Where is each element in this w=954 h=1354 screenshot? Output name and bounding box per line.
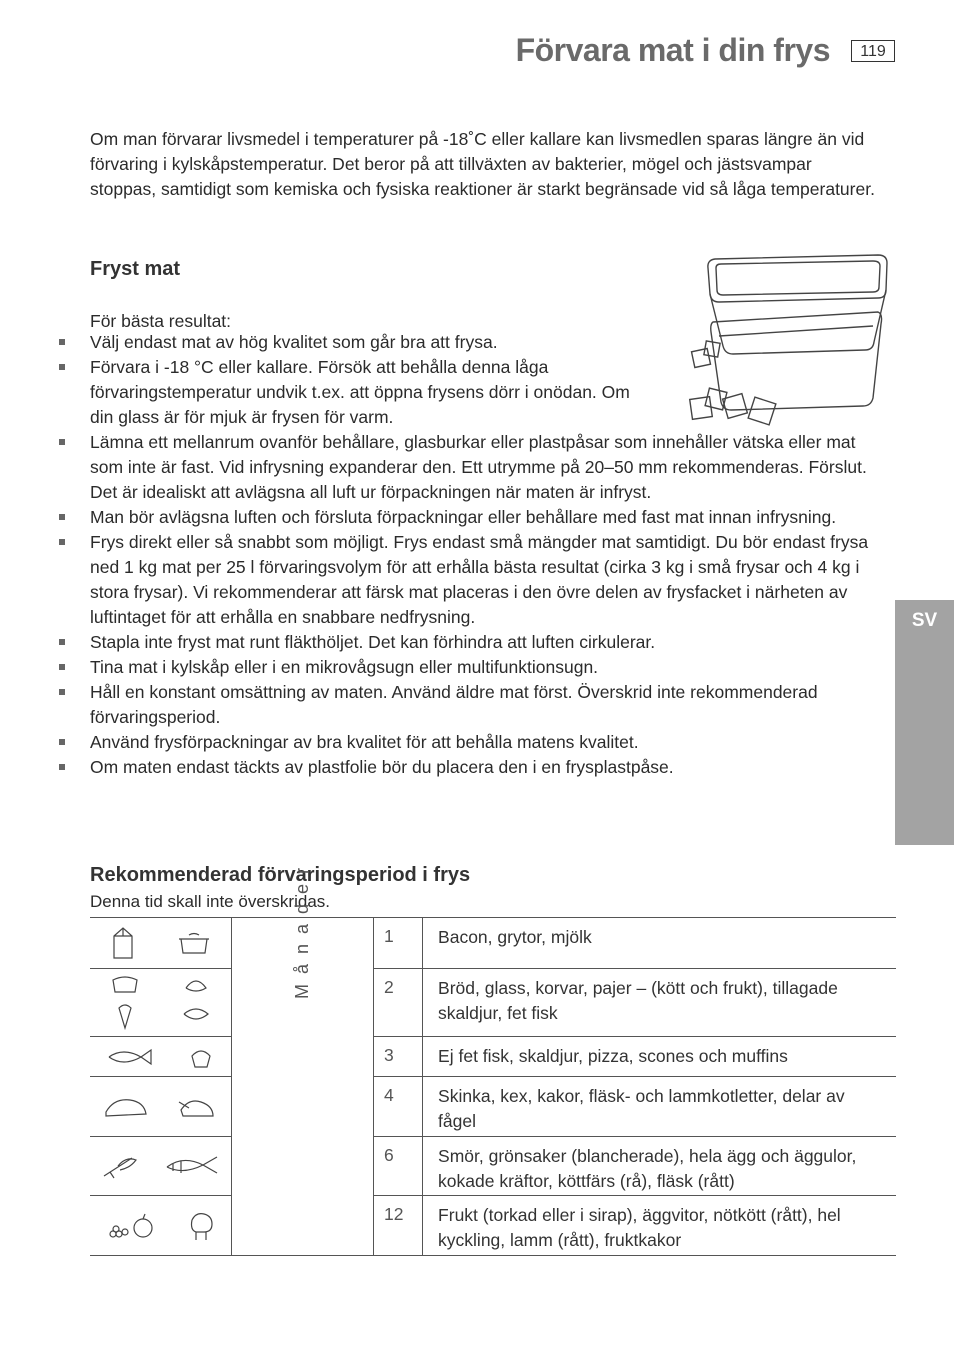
list-item: Lämna ett mellanrum ovanför behållare, glasburkar eller plastpåsar som innehåller vätska eller mat som inte är fast. Vid infrysning expanderar den. Ett utrymme på 20–50 mm rekommenderas. Förslut. Det är idealiskt att avlägsna all luft ur förpackningen när maten är infryst. [90, 430, 885, 505]
food-description: Smör, grönsaker (blancherade), hela ägg och äggulor, kokade kräftor, köttfärs (rå), fläsk (rått) [438, 1146, 857, 1191]
food-icons-cell [90, 1137, 232, 1196]
list-item: Man bör avlägsna luften och försluta förpackningar eller behållare med fast mat innan infrysning. [90, 505, 885, 530]
fish-icon [107, 1047, 153, 1067]
list-item: Använd frysförpackningar av bra kvalitet för att behålla matens kvalitet. [90, 730, 885, 755]
page-title: Förvara mat i din frys [515, 32, 830, 68]
table-row [90, 1196, 896, 1256]
list-item: Välj endast mat av hög kvalitet som går bra att frysa. [90, 330, 885, 355]
food-description: Skinka, kex, kakor, fläsk- och lammkotletter, delar av fågel [438, 1086, 845, 1131]
shellfish-and-fish-icon [180, 974, 212, 1032]
pot-icon [177, 931, 211, 955]
food-icons-cell [90, 918, 232, 969]
muffin-icon [188, 1044, 214, 1070]
months-value: 4 [374, 1077, 423, 1137]
table-row [90, 969, 896, 1037]
table-row [90, 1137, 896, 1196]
months-value: 6 [374, 1137, 423, 1196]
food-icons-cell [90, 1196, 232, 1256]
list-item: Stapla inte fryst mat runt fläkthöljet. Det kan förhindra att luften cirkulerar. [90, 630, 885, 655]
intro-paragraph: Om man förvarar livsmedel i temperaturer på -18˚C eller kallare kan livsmedlen sparas längre än vid förvaring i kylskåpstemperatur. Det beror på att tillväxten av bakterier, mögel och jästsvampar stoppas, samtidigt som kemiska och fysiska reaktioner är starkt begränsade vid så låga temperaturer. [90, 129, 875, 199]
list-item: Tina mat i kylskåp eller i en mikrovågsugn eller multifunktionsugn. [90, 655, 885, 680]
section-heading-frozen-food: Fryst mat [90, 258, 181, 280]
language-tab [895, 600, 954, 845]
bullets-lead: För bästa resultat: [90, 311, 232, 331]
unit-cell [232, 857, 374, 1256]
tips-list [90, 330, 885, 780]
vegetables-icon [102, 1152, 140, 1180]
milk-carton-icon [110, 926, 136, 960]
food-icons-cell [90, 1037, 232, 1077]
months-value: 1 [374, 918, 423, 969]
table-row [90, 1037, 896, 1077]
table-row [90, 1077, 896, 1137]
crayfish-icon [163, 1153, 219, 1179]
food-icons-cell [90, 969, 232, 1037]
months-value: 12 [374, 1196, 423, 1256]
table-note: Denna tid skall inte överskridas. [90, 892, 331, 911]
months-value: 3 [374, 1037, 423, 1077]
list-item: Om maten endast täckts av plastfolie bör du placera den i en frysplastpåse. [90, 755, 885, 780]
food-description: Ej fet fisk, skaldjur, pizza, scones och muffins [438, 1046, 788, 1066]
page-number: 119 [851, 40, 895, 62]
section-heading-storage-period: Rekommenderad förvaringsperiod i frys [90, 864, 471, 886]
list-item: Håll en konstant omsättning av maten. Använd äldre mat först. Överskrid inte rekommenderad förvaringsperiod. [90, 680, 885, 730]
fruit-icon [105, 1212, 155, 1240]
ham-icon [104, 1094, 148, 1120]
table-row [90, 918, 896, 969]
sheep-icon [186, 1210, 216, 1242]
list-item: Frys direkt eller så snabbt som möjligt. Frys endast små mängder mat samtidigt. Du bör endast frysa ned 1 kg mat per 25 l förvaringsvolym för att erhålla bästa resultat (cirka 3 kg i små frysar och 4 kg i stora frysar). Vi rekommenderar att färsk mat placeras i den övre delen av frysfacket i närheten av luftintaget för att erhålla en snabbare nedfrysning. [90, 530, 885, 630]
food-description: Frukt (torkad eller i sirap), äggvitor, nötkött (rått), hel kyckling, lamm (rått), fruktkakor [438, 1205, 841, 1250]
bread-and-icecream-icon [109, 974, 141, 1032]
food-description: Bacon, grytor, mjölk [438, 927, 592, 947]
list-item: Förvara i -18 °C eller kallare. Försök att behålla denna låga förvaringstemperatur undvik t.ex. att öppna frysens dörr i onödan. Om din glass är för mjuk är frysen för varm. [90, 355, 650, 430]
chop-icon [177, 1094, 217, 1120]
food-description: Bröd, glass, korvar, pajer – (kött och frukt), tillagade skaldjur, fet fisk [438, 978, 838, 1023]
unit-label: Månader [292, 857, 313, 1000]
months-value: 2 [374, 969, 423, 1037]
language-tab-label: SV [911, 610, 938, 631]
food-icons-cell [90, 1077, 232, 1137]
